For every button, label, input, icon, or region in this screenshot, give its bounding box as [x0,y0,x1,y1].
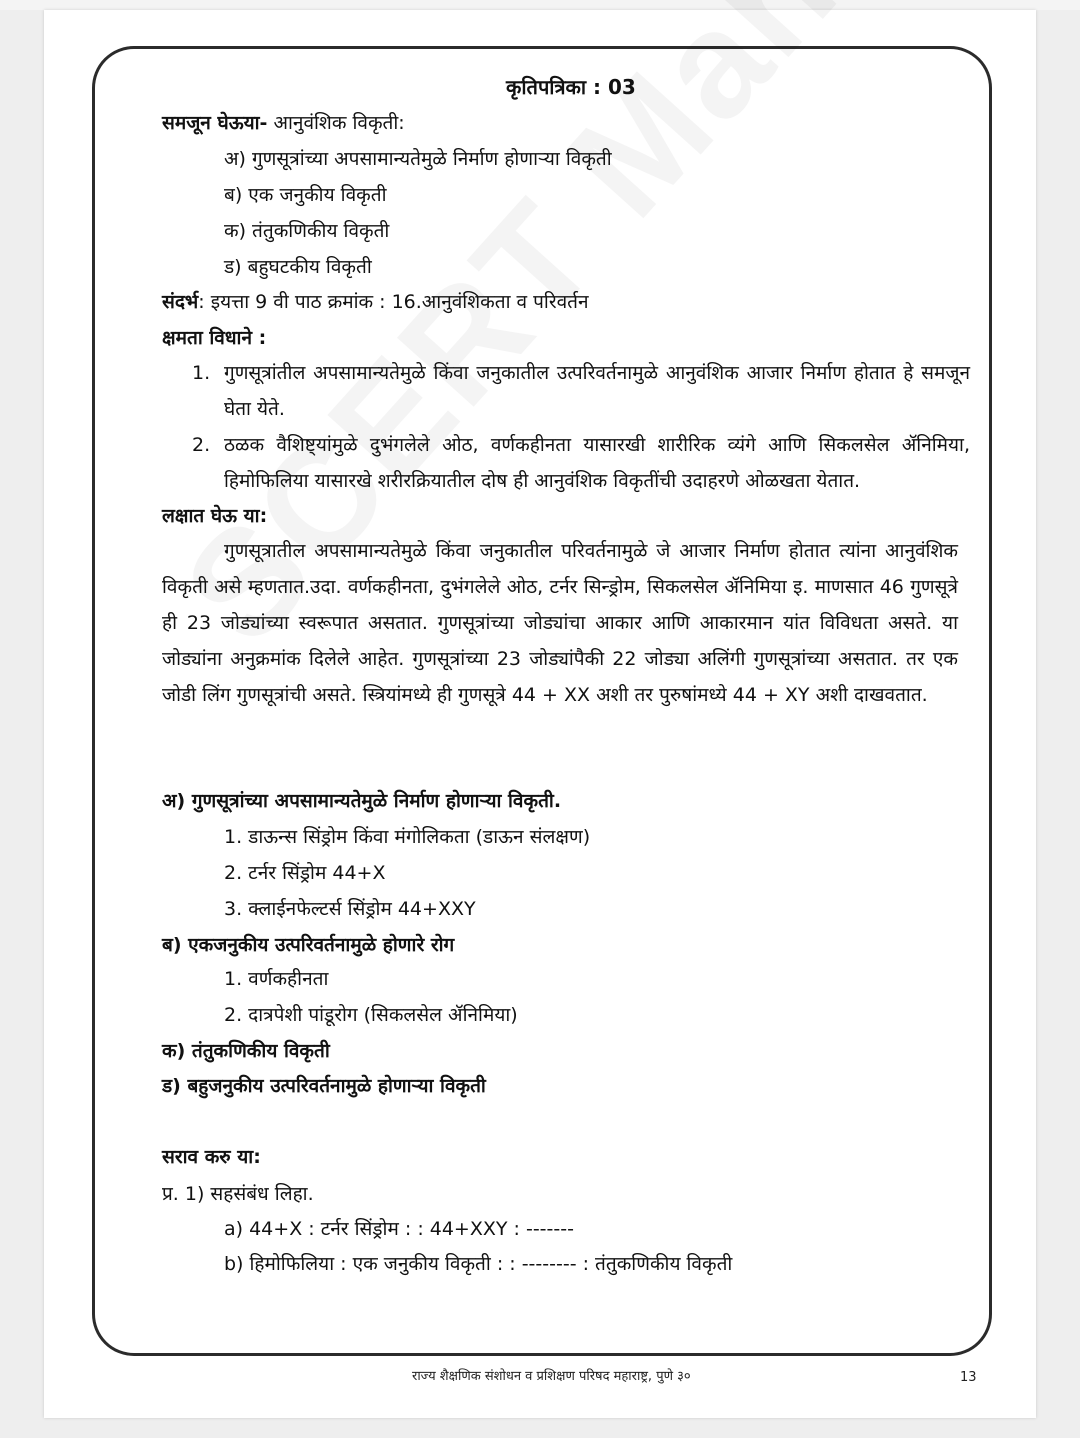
understand-label: समजून घेऊया- [162,112,268,134]
page-number: 13 [960,1370,977,1385]
section-b-heading: ब) एकजनुकीय उत्परिवर्तनामुळे होणारे रोग [162,934,455,956]
section-b-item: 2. दात्रपेशी पांडूरोग (सिकलसेल ॲनिमिया) [224,1004,518,1026]
understand-item: क) तंतुकणिकीय विकृती [224,220,390,242]
footer-organization: राज्य शैक्षणिक संशोधन व प्रशिक्षण परिषद महाराष्ट्र, पुणे ३० [412,1369,691,1384]
practice-question: प्र. 1) सहसंबंध लिहा. [162,1183,314,1205]
section-a-heading: अ) गुणसूत्रांच्या अपसामान्यतेमुळे निर्माण होणाऱ्या विकृती. [162,790,562,812]
objective-number: 1. [192,362,211,384]
top-strip [0,0,1080,10]
worksheet-title: कृतिपत्रिका : 03 [506,75,636,99]
reference-line [162,289,589,315]
section-a-item: 3. क्लाईनफेल्टर्स सिंड्रोम 44+XXY [224,898,476,920]
objectives-heading: क्षमता विधाने : [162,327,267,349]
understand-item: ड) बहुघटकीय विकृती [224,256,372,278]
reference-text: : इयत्ता 9 वी पाठ क्रमांक : 16.आनुवंशिकता व परिवर्तन [198,291,589,313]
understand-item: अ) गुणसूत्रांच्या अपसामान्यतेमुळे निर्माण होणाऱ्या विकृती [224,148,612,170]
understand-item: ब) एक जनुकीय विकृती [224,184,387,206]
objective-number: 2. [192,434,211,456]
note-heading: लक्षात घेऊ या: [162,505,268,527]
section-c-heading: क) तंतुकणिकीय विकृती [162,1040,330,1062]
practice-item: a) 44+X : टर्नर सिंड्रोम : : 44+XXY : ------- [224,1218,574,1240]
section-b-item: 1. वर्णकहीनता [224,968,329,990]
note-paragraph: गुणसूत्रातील अपसामान्यतेमुळे किंवा जनुकातील परिवर्तनामुळे जे आजार निर्माण होतात त्यांना आनुवंशिक विकृती असे म्हणतात.उदा. वर्णकहीनता, दुभंगलेले ओठ, टर्नर सिन्ड्रोम, सिकलसेल ॲनिमिया इ. माणसात 46 गुणसूत्रे ही 23 जोड्यांच्या स्वरूपात असतात. गुणसूत्रांच्या जोड्यांचा आकार आणि आकारमान यांत विविधता असते. या जोड्यांना अनुक्रमांक दिलेले आहेत. गुणसूत्रांच्या 23 जोड्यांपैकी 22 जोड्या अलिंगी गुणसूत्रांच्या असतात. तर एक जोडी लिंग गुणसूत्रांची असते. स्त्रियांमध्ये ही गुणसूत्रे 44 + XX अशी तर पुरुषांमध्ये 44 + XY अशी दाखवतात. [162,540,958,706]
understand-text: आनुवंशिक विकृती: [267,112,405,134]
section-a-item: 2. टर्नर सिंड्रोम 44+X [224,862,386,884]
section-d-heading: ड) बहुजनुकीय उत्परिवर्तनामुळे होणाऱ्या विकृती [162,1075,486,1097]
understand-line [162,110,405,136]
objective-text: ठळक वैशिष्ट्यांमुळे दुभंगलेले ओठ, वर्णकहीनता यासारखी शारीरिक व्यंगे आणि सिकलसेल ॲनिमिया, हिमोफिलिया यासारखे शरीरक्रियातील दोष ही आनुवंशिक विकृतींची उदाहरणे ओळखता येतात. [224,434,970,492]
practice-heading: सराव करु या: [162,1146,261,1168]
section-a-item: 1. डाऊन्स सिंड्रोम किंवा मंगोलिकता (डाऊन संलक्षण) [224,826,591,848]
reference-label: संदर्भ [162,291,199,313]
practice-item: b) हिमोफिलिया : एक जनुकीय विकृती : : -------- : तंतुकणिकीय विकृती [224,1253,733,1275]
objective-text: गुणसूत्रांतील अपसामान्यतेमुळे किंवा जनुकातील उत्परिवर्तनामुळे आनुवंशिक आजार निर्माण होतात हे समजून घेता येते. [224,362,970,420]
